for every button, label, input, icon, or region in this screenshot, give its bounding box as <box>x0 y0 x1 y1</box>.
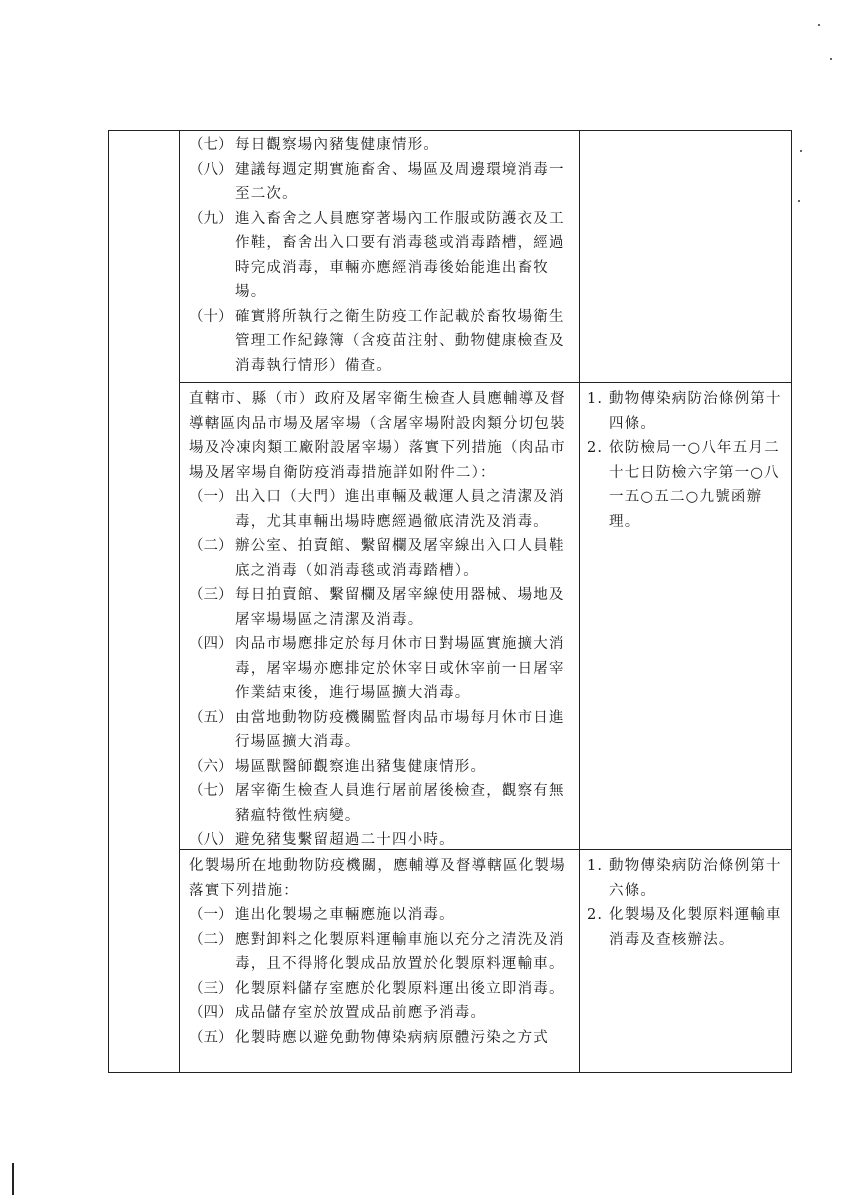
item-marker: （七） <box>189 783 233 799</box>
list-item <box>189 583 575 632</box>
regulation-table <box>108 130 792 1073</box>
ref-marker: 2. <box>587 440 604 456</box>
item-marker: （三） <box>189 587 233 603</box>
ref-text: 化製場及化製原料運輸車消毒及查核辦法。 <box>609 907 782 948</box>
item-text: 成品儲存室於放置成品前應予消毒。 <box>235 1005 487 1021</box>
section2-intro: 直轄市、縣（市）政府及屠宰衛生檢查人員應輔導及督導轄區肉品市場及屠宰場（含屠宰場附設肉類分切包裝場及冷凍肉類工廠附設屠宰場）落實下列措施（肉品市場及屠宰場自衛防疫消毒措施詳如附件二）： <box>189 391 566 481</box>
list-item <box>189 632 575 706</box>
list-item <box>189 977 575 1002</box>
item-marker: （五） <box>189 709 233 726</box>
item-marker: （三） <box>189 980 233 997</box>
list-item <box>189 779 575 828</box>
reference-item <box>587 436 783 534</box>
item-text: 肉品市場應排定於每月休市日對場區實施擴大消毒，屠宰場亦應排定於休宰日或休宰前一日屠宰作業結束後，進行場區擴大消毒。 <box>235 636 565 701</box>
scan-speck <box>798 200 800 202</box>
list-item <box>189 706 575 755</box>
list-item <box>189 207 575 305</box>
scan-edge-mark <box>12 1163 14 1195</box>
item-marker: （二） <box>189 931 233 948</box>
item-text: 進入畜舍之人員應穿著場內工作服或防護衣及工作鞋，畜舍出入口要有消毒毯或消毒踏槽，經過時完成消毒，車輛亦應經消毒後始能進出畜牧場。 <box>235 210 565 300</box>
list-item <box>189 158 575 207</box>
ref-marker: 1. <box>587 391 604 407</box>
reference-item <box>587 903 783 952</box>
item-text: 應對卸料之化製原料運輸車施以充分之清洗及消毒，且不得將化製成品放置於化製原料運輸車。 <box>235 931 565 972</box>
item-text: 化製時應以避免動物傳染病病原體污染之方式 <box>235 1029 549 1046</box>
item-text: 場區獸醫師觀察進出豬隻健康情形。 <box>235 758 487 775</box>
list-item <box>189 828 575 853</box>
section2-measures <box>189 387 575 853</box>
section3-measures <box>189 854 575 1050</box>
item-text: 避免豬隻繫留超過二十四小時。 <box>235 832 455 848</box>
item-marker: （一） <box>189 489 233 505</box>
list-item <box>189 305 575 379</box>
row-divider <box>179 382 791 383</box>
section1-measures <box>189 133 575 378</box>
section3-intro: 化製場所在地動物防疫機關，應輔導及督導轄區化製場落實下列措施： <box>189 858 566 899</box>
item-text: 建議每週定期實施畜舍、場區及周邊環境消毒一至二次。 <box>235 161 565 202</box>
item-text: 出入口（大門）進出車輛及載運人員之清潔及消毒，尤其車輛出場時應經過徹底清洗及消毒。 <box>235 489 565 530</box>
list-item <box>189 928 575 977</box>
item-marker: （五） <box>189 1029 233 1046</box>
item-marker: （八） <box>189 161 233 178</box>
ref-text: 依防檢局一○八年五月二十七日防檢六字第一○八一五○五二○九號函辦理。 <box>609 440 780 530</box>
item-marker: （二） <box>189 538 233 554</box>
reference-item <box>587 387 783 436</box>
item-marker: （一） <box>189 907 233 923</box>
item-marker: （四） <box>189 636 233 652</box>
ref-marker: 2. <box>587 907 604 923</box>
item-marker: （七） <box>189 137 233 153</box>
reference-item <box>587 854 783 903</box>
scan-speck <box>830 58 832 60</box>
item-text: 化製原料儲存室應於化製原料運出後立即消毒。 <box>235 980 565 997</box>
list-item <box>189 755 575 780</box>
item-marker: （四） <box>189 1005 233 1021</box>
list-item <box>189 1026 575 1051</box>
ref-marker: 1. <box>587 858 604 874</box>
item-marker: （八） <box>189 832 233 848</box>
list-item <box>189 534 575 583</box>
item-marker: （十） <box>189 308 233 325</box>
item-text: 由當地動物防疫機關監督肉品市場每月休市日進行場區擴大消毒。 <box>235 709 565 750</box>
column-divider <box>579 131 580 1072</box>
item-text: 確實將所執行之衛生防疫工作記載於畜牧場衛生管理工作紀錄簿（含疫苗注射、動物健康檢查及消毒執行情形）備查。 <box>235 308 565 374</box>
ref-text: 動物傳染病防治條例第十四條。 <box>609 391 782 432</box>
section3-references <box>587 854 783 952</box>
list-item <box>189 133 575 158</box>
section2-references <box>587 387 783 534</box>
list-item <box>189 1001 575 1026</box>
item-text: 每日拍賣館、繫留欄及屠宰線使用器械、場地及屠宰場場區之清潔及消毒。 <box>235 587 565 628</box>
item-text: 每日觀察場內豬隻健康情形。 <box>235 137 440 153</box>
scan-speck <box>800 150 802 152</box>
item-text: 屠宰衛生檢查人員進行屠前屠後檢查，觀察有無豬瘟特徵性病變。 <box>235 783 565 824</box>
list-item <box>189 485 575 534</box>
item-marker: （九） <box>189 210 233 227</box>
scan-speck <box>818 24 820 26</box>
item-text: 進出化製場之車輛應施以消毒。 <box>235 907 455 923</box>
item-marker: （六） <box>189 758 233 775</box>
item-text: 辦公室、拍賣館、繫留欄及屠宰線出入口人員鞋底之消毒（如消毒毯或消毒踏槽）。 <box>235 538 565 579</box>
column-divider <box>179 131 180 1072</box>
ref-text: 動物傳染病防治條例第十六條。 <box>609 858 782 899</box>
list-item <box>189 903 575 928</box>
